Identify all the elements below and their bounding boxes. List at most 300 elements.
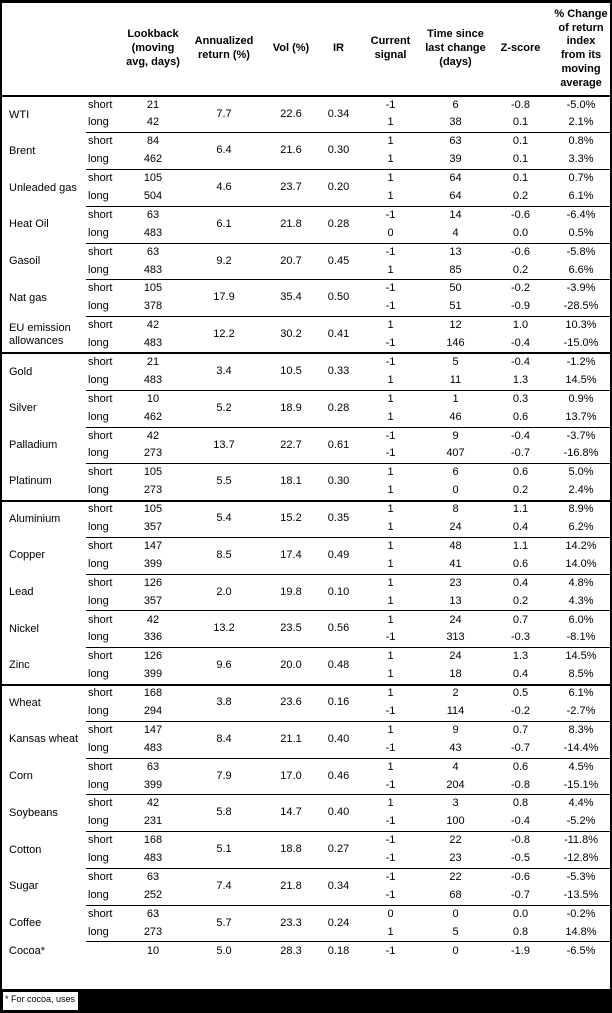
cell-time-since-change: 85 bbox=[449, 263, 462, 276]
cell-annualized-return: 5.1 bbox=[184, 832, 264, 869]
cell-current-signal: 1 bbox=[359, 390, 422, 408]
cell-time-since-change: 22 bbox=[422, 832, 489, 850]
cell-lookback: 399 bbox=[143, 557, 163, 570]
cell-lookback: 84 bbox=[122, 133, 184, 151]
commodity-name: Wheat bbox=[2, 685, 86, 722]
cell-current-signal: -1 bbox=[385, 741, 396, 754]
cell-time-since-change: 64 bbox=[449, 190, 462, 203]
commodity-row bbox=[2, 537, 610, 555]
cell-lookback: 105 bbox=[122, 280, 184, 298]
header-ir: IR bbox=[318, 3, 359, 96]
cell-pct-change: -5.8% bbox=[552, 243, 610, 261]
commodity-name: WTI bbox=[9, 108, 30, 121]
commodity-row bbox=[2, 685, 610, 703]
cell-lookback: 168 bbox=[122, 832, 184, 850]
cell-z-score: -0.2 bbox=[511, 704, 530, 717]
cell-pct-change: 0.7% bbox=[552, 170, 610, 188]
cell-z-score: -1.9 bbox=[489, 942, 552, 960]
cell-time-since-change: 13 bbox=[449, 594, 462, 607]
cell-pct-change: -14.4% bbox=[563, 741, 599, 754]
cell-pct-change: -8.1% bbox=[566, 631, 596, 644]
commodity-name: Sugar bbox=[9, 880, 39, 893]
cell-time-since-change: 24 bbox=[449, 521, 462, 534]
cell-pct-change: -2.7% bbox=[566, 704, 596, 717]
cell-lookback: 462 bbox=[143, 153, 163, 166]
header-row bbox=[2, 3, 610, 96]
cell-z-score: 0.4 bbox=[512, 521, 529, 534]
cell-lookback: 63 bbox=[122, 905, 184, 923]
cell-time-since-change: 22 bbox=[422, 868, 489, 886]
cell-leg-label: short bbox=[86, 390, 122, 408]
commodity-name: Palladium bbox=[9, 439, 58, 452]
cell-current-signal: 1 bbox=[359, 795, 422, 813]
cell-vol: 30.2 bbox=[264, 317, 318, 354]
cell-leg-label: short bbox=[86, 464, 122, 482]
cell-annualized-return: 17.9 bbox=[184, 280, 264, 317]
cell-lookback: 483 bbox=[143, 741, 163, 754]
cell-current-signal: -1 bbox=[385, 98, 396, 111]
commodity-name: Nickel bbox=[9, 623, 39, 635]
cell-pct-change: -15.1% bbox=[563, 778, 599, 791]
cell-annualized-return: 5.7 bbox=[184, 905, 264, 942]
cell-pct-change: -15.0% bbox=[563, 336, 599, 349]
cell-leg-label: short bbox=[86, 795, 122, 813]
cell-z-score: 0.2 bbox=[512, 190, 529, 203]
cell-lookback: 483 bbox=[143, 373, 163, 386]
cell-lookback: 399 bbox=[143, 778, 163, 791]
cell-z-score: 0.6 bbox=[489, 758, 552, 776]
cell-pct-change: -28.5% bbox=[563, 300, 599, 313]
commodity-row bbox=[2, 353, 610, 371]
cell-ir: 0.61 bbox=[318, 427, 359, 464]
cell-vol: 23.7 bbox=[264, 170, 318, 207]
cell-annualized-return: 5.5 bbox=[184, 464, 264, 501]
cell-current-signal: 1 bbox=[387, 484, 394, 497]
cell-annualized-return: 5.2 bbox=[184, 390, 264, 427]
cell-z-score: -0.8 bbox=[489, 832, 552, 850]
cell-time-since-change: 24 bbox=[422, 611, 489, 629]
cell-pct-change: 0.8% bbox=[552, 133, 610, 151]
cell-annualized-return: 2.0 bbox=[184, 574, 264, 611]
commodity-row bbox=[2, 574, 610, 592]
cell-z-score: 0.6 bbox=[489, 464, 552, 482]
cell-current-signal: 1 bbox=[359, 648, 422, 666]
cell-vol: 22.7 bbox=[264, 427, 318, 464]
cell-z-score: 0.6 bbox=[512, 410, 529, 423]
cell-vol: 21.6 bbox=[264, 133, 318, 170]
cell-z-score: 0.0 bbox=[512, 226, 529, 239]
commodity-row bbox=[2, 832, 610, 850]
cell-current-signal: 1 bbox=[387, 521, 394, 534]
cell-ir: 0.16 bbox=[318, 685, 359, 722]
cell-annualized-return: 5.0 bbox=[184, 942, 264, 960]
cell-annualized-return: 13.2 bbox=[184, 611, 264, 648]
cell-z-score: 0.2 bbox=[512, 594, 529, 607]
cell-vol: 21.8 bbox=[264, 206, 318, 243]
cell-current-signal: 1 bbox=[387, 116, 394, 129]
cell-ir: 0.46 bbox=[318, 758, 359, 795]
cell-time-since-change: 8 bbox=[422, 501, 489, 519]
cell-lookback: 357 bbox=[143, 521, 163, 534]
header-pct-change: % Change of return index from its moving average bbox=[552, 3, 610, 96]
cell-lookback: 294 bbox=[143, 704, 163, 717]
cell-z-score: -0.7 bbox=[511, 447, 530, 460]
cell-leg-label: short bbox=[86, 905, 122, 923]
cell-vol: 23.5 bbox=[264, 611, 318, 648]
cell-current-signal: -1 bbox=[385, 300, 396, 313]
header-time-since-last-change: Time since last change (days) bbox=[422, 3, 489, 96]
cell-vol: 14.7 bbox=[264, 795, 318, 832]
cell-current-signal: 1 bbox=[359, 611, 422, 629]
cell-leg-label: long bbox=[88, 925, 109, 938]
cell-pct-change: -13.5% bbox=[563, 888, 599, 901]
cell-z-score: 0.2 bbox=[512, 484, 529, 497]
cell-lookback: 63 bbox=[122, 243, 184, 261]
cell-time-since-change: 9 bbox=[422, 427, 489, 445]
cell-vol: 17.0 bbox=[264, 758, 318, 795]
cell-pct-change: 14.5% bbox=[552, 648, 610, 666]
cell-pct-change: 0.5% bbox=[568, 226, 594, 239]
cell-time-since-change: 43 bbox=[449, 741, 462, 754]
cell-pct-change: 4.3% bbox=[568, 594, 594, 607]
commodity-row bbox=[2, 206, 610, 224]
cell-pct-change: 6.6% bbox=[568, 263, 594, 276]
cell-leg-label: long bbox=[88, 373, 109, 386]
cell-time-since-change: 313 bbox=[446, 631, 465, 644]
cell-ir: 0.41 bbox=[318, 317, 359, 354]
cell-pct-change: -12.8% bbox=[563, 852, 599, 865]
cell-z-score: -0.4 bbox=[489, 427, 552, 445]
cell-time-since-change: 0 bbox=[452, 484, 459, 497]
cell-time-since-change: 23 bbox=[449, 852, 462, 865]
cell-z-score: -0.6 bbox=[489, 243, 552, 261]
cell-leg-label: long bbox=[88, 410, 109, 423]
commodity-row bbox=[2, 648, 610, 666]
cell-annualized-return: 8.5 bbox=[184, 537, 264, 574]
cell-annualized-return: 9.2 bbox=[184, 243, 264, 280]
cell-pct-change: 14.2% bbox=[552, 537, 610, 555]
cell-lookback: 147 bbox=[122, 537, 184, 555]
commodity-name: Lead bbox=[9, 586, 34, 599]
cell-lookback: 273 bbox=[143, 484, 163, 497]
cell-ir: 0.24 bbox=[318, 905, 359, 942]
cell-annualized-return: 7.7 bbox=[216, 107, 232, 120]
cell-ir: 0.45 bbox=[318, 243, 359, 280]
cell-current-signal: -1 bbox=[359, 353, 422, 371]
cell-vol: 21.1 bbox=[264, 721, 318, 758]
cell-vol: 10.5 bbox=[264, 353, 318, 390]
cell-lookback: 42 bbox=[122, 427, 184, 445]
cell-current-signal: -1 bbox=[385, 815, 396, 828]
commodity-name: Soybeans bbox=[9, 806, 58, 819]
header-vol: Vol (%) bbox=[264, 3, 318, 96]
commodity-name: Copper bbox=[9, 549, 46, 562]
cell-lookback: 504 bbox=[143, 190, 163, 203]
cell-z-score: 0.1 bbox=[512, 153, 529, 166]
cell-leg-label: long bbox=[88, 594, 109, 607]
cell-pct-change: 6.1% bbox=[552, 685, 610, 703]
cell-leg-label: long bbox=[88, 521, 109, 534]
cell-time-since-change: 4 bbox=[452, 226, 459, 239]
cell-current-signal: -1 bbox=[385, 852, 396, 865]
cell-z-score: -0.3 bbox=[511, 631, 530, 644]
cell-current-signal: 1 bbox=[359, 464, 422, 482]
cell-lookback: 63 bbox=[122, 206, 184, 224]
cell-annualized-return: 7.4 bbox=[184, 868, 264, 905]
cell-pct-change: 14.5% bbox=[565, 373, 597, 386]
cell-current-signal: -1 bbox=[385, 336, 396, 349]
cell-current-signal: 1 bbox=[359, 685, 422, 703]
commodity-row bbox=[2, 464, 610, 482]
cell-current-signal: 1 bbox=[359, 758, 422, 776]
cell-pct-change: 8.3% bbox=[552, 721, 610, 739]
cell-leg-label: short bbox=[86, 758, 122, 776]
cell-z-score: 1.1 bbox=[489, 537, 552, 555]
cell-current-signal: 1 bbox=[387, 667, 394, 680]
cell-current-signal: -1 bbox=[385, 888, 396, 901]
table-body bbox=[2, 96, 610, 960]
cell-z-score: 0.0 bbox=[489, 905, 552, 923]
cell-pct-change: 3.3% bbox=[568, 153, 594, 166]
cell-current-signal: 1 bbox=[387, 594, 394, 607]
cell-vol: 18.9 bbox=[264, 390, 318, 427]
commodity-row bbox=[2, 390, 610, 408]
cell-annualized-return: 5.8 bbox=[184, 795, 264, 832]
cell-time-since-change: 41 bbox=[449, 557, 462, 570]
cell-z-score: 1.3 bbox=[512, 373, 529, 386]
cell-z-score: -0.8 bbox=[511, 778, 530, 791]
cell-time-since-change: 18 bbox=[449, 667, 462, 680]
cell-lookback: 378 bbox=[143, 300, 163, 313]
cell-lookback: 63 bbox=[122, 758, 184, 776]
cell-vol: 35.4 bbox=[264, 280, 318, 317]
cell-lookback: 105 bbox=[122, 464, 184, 482]
cell-time-since-change: 12 bbox=[422, 317, 489, 335]
commodity-row bbox=[2, 905, 610, 923]
cell-leg-label: long bbox=[88, 484, 109, 497]
cell-pct-change: -6.4% bbox=[552, 206, 610, 224]
cell-z-score: -0.4 bbox=[489, 353, 552, 371]
cell-z-score: -0.4 bbox=[511, 815, 530, 828]
cell-lookback: 483 bbox=[143, 226, 163, 239]
commodity-row bbox=[2, 243, 610, 261]
header-current-signal: Current signal bbox=[359, 3, 422, 96]
cell-leg-label: long bbox=[88, 667, 109, 680]
cell-lookback: 21 bbox=[146, 98, 160, 111]
cell-z-score: 0.5 bbox=[489, 685, 552, 703]
cell-time-since-change: 6 bbox=[452, 98, 459, 111]
cell-pct-change: 4.5% bbox=[552, 758, 610, 776]
cell-time-since-change: 407 bbox=[446, 447, 465, 460]
cell-pct-change: 4.4% bbox=[552, 795, 610, 813]
cell-time-since-change: 6 bbox=[422, 464, 489, 482]
commodity-row bbox=[2, 133, 610, 151]
commodity-name: Kansas wheat bbox=[9, 733, 79, 746]
cell-time-since-change: 68 bbox=[449, 888, 462, 901]
header-commodity bbox=[2, 3, 86, 96]
cell-leg-label: long bbox=[88, 300, 109, 313]
cell-z-score: 0.1 bbox=[489, 133, 552, 151]
cell-z-score: -0.5 bbox=[511, 852, 530, 865]
cell-ir: 0.27 bbox=[318, 832, 359, 869]
cell-lookback: 21 bbox=[122, 353, 184, 371]
cell-vol: 18.8 bbox=[264, 832, 318, 869]
cell-current-signal: -1 bbox=[359, 832, 422, 850]
cell-leg-label: short bbox=[86, 170, 122, 188]
cell-z-score: 0.7 bbox=[489, 611, 552, 629]
cell-annualized-return: 13.7 bbox=[184, 427, 264, 464]
commodity-row bbox=[2, 611, 610, 629]
cell-ir: 0.18 bbox=[318, 942, 359, 960]
cell-time-since-change: 9 bbox=[422, 721, 489, 739]
commodity-signals-table bbox=[2, 3, 610, 960]
cell-ir: 0.40 bbox=[318, 795, 359, 832]
cell-pct-change: 0.9% bbox=[552, 390, 610, 408]
cell-time-since-change: 0 bbox=[422, 942, 489, 960]
cell-vol: 20.7 bbox=[264, 243, 318, 280]
cell-leg-label: short bbox=[86, 611, 122, 629]
cell-ir: 0.34 bbox=[318, 868, 359, 905]
header-annualized-return: Annualized return (%) bbox=[184, 3, 264, 96]
cell-current-signal: 1 bbox=[359, 537, 422, 555]
cell-leg-label: long bbox=[88, 153, 109, 166]
cell-leg-label: short bbox=[86, 537, 122, 555]
cell-z-score: 0.8 bbox=[489, 795, 552, 813]
cell-z-score: 1.3 bbox=[489, 648, 552, 666]
cell-z-score: -0.9 bbox=[511, 300, 530, 313]
cell-time-since-change: 114 bbox=[446, 704, 465, 717]
cell-z-score: 0.4 bbox=[489, 574, 552, 592]
cell-time-since-change: 63 bbox=[422, 133, 489, 151]
cell-vol: 19.8 bbox=[264, 574, 318, 611]
commodity-name: Platinum bbox=[9, 475, 52, 488]
cell-leg-label: short bbox=[86, 427, 122, 445]
cell-vol: 17.4 bbox=[264, 537, 318, 574]
cell-z-score: 0.4 bbox=[512, 667, 529, 680]
cell-time-since-change: 64 bbox=[422, 170, 489, 188]
commodity-row bbox=[2, 427, 610, 445]
cell-vol: 23.3 bbox=[264, 905, 318, 942]
commodity-name: Cocoa* bbox=[9, 944, 46, 957]
cell-current-signal: 1 bbox=[387, 410, 394, 423]
cell-leg-label: short bbox=[86, 280, 122, 298]
cell-current-signal: 1 bbox=[387, 925, 394, 938]
cell-annualized-return: 8.4 bbox=[184, 721, 264, 758]
cell-leg-label: long bbox=[88, 263, 109, 276]
cell-vol: 28.3 bbox=[264, 942, 318, 960]
cell-pct-change: -5.0% bbox=[566, 98, 596, 111]
cell-pct-change: -3.7% bbox=[552, 427, 610, 445]
cell-z-score: -0.2 bbox=[489, 280, 552, 298]
commodity-name: Corn bbox=[9, 770, 33, 783]
cell-current-signal: 1 bbox=[359, 133, 422, 151]
cell-lookback: 168 bbox=[122, 685, 184, 703]
cell-current-signal: 1 bbox=[359, 501, 422, 519]
cell-pct-change: -3.9% bbox=[552, 280, 610, 298]
commodity-name: Brent bbox=[9, 144, 36, 157]
cell-z-score: 0.3 bbox=[489, 390, 552, 408]
cell-current-signal: 1 bbox=[359, 721, 422, 739]
footnote-redaction-block bbox=[79, 992, 610, 1011]
cell-z-score: 0.1 bbox=[512, 116, 529, 129]
cell-leg-label: short bbox=[86, 317, 122, 335]
cell-annualized-return: 6.1 bbox=[184, 206, 264, 243]
cell-current-signal: 1 bbox=[359, 317, 422, 335]
cell-lookback: 273 bbox=[143, 925, 163, 938]
cell-pct-change: -5.3% bbox=[552, 868, 610, 886]
cell-current-signal: -1 bbox=[385, 704, 396, 717]
cell-pct-change: -16.8% bbox=[563, 447, 599, 460]
cell-leg-label: long bbox=[88, 631, 109, 644]
cell-leg-label: short bbox=[86, 574, 122, 592]
cell-z-score: -0.4 bbox=[511, 336, 530, 349]
cell-time-since-change: 0 bbox=[422, 905, 489, 923]
cell-annualized-return: 6.4 bbox=[184, 133, 264, 170]
cell-time-since-change: 48 bbox=[422, 537, 489, 555]
commodity-row bbox=[2, 868, 610, 886]
cell-current-signal: -1 bbox=[359, 868, 422, 886]
cell-time-since-change: 24 bbox=[422, 648, 489, 666]
commodity-row bbox=[2, 501, 610, 519]
cell-lookback: 231 bbox=[143, 815, 163, 828]
cell-z-score: -0.8 bbox=[511, 98, 530, 111]
cell-lookback: 399 bbox=[143, 667, 163, 680]
cell-current-signal: 1 bbox=[387, 153, 394, 166]
cell-leg-label: short bbox=[86, 206, 122, 224]
cell-leg-label: long bbox=[88, 116, 109, 129]
cell-current-signal: 1 bbox=[359, 574, 422, 592]
cell-pct-change: 14.8% bbox=[565, 925, 597, 938]
cell-time-since-change: 51 bbox=[449, 300, 462, 313]
cell-ir: 0.35 bbox=[318, 501, 359, 538]
commodity-name: EU emission allowances bbox=[9, 321, 71, 347]
cell-leg-label: long bbox=[88, 741, 109, 754]
cell-ir: 0.56 bbox=[318, 611, 359, 648]
cell-annualized-return: 12.2 bbox=[184, 317, 264, 354]
cell-pct-change: 6.1% bbox=[568, 190, 594, 203]
cell-current-signal: 0 bbox=[359, 905, 422, 923]
cell-z-score: 1.1 bbox=[489, 501, 552, 519]
cell-leg-label: long bbox=[88, 815, 109, 828]
cell-time-since-change: 1 bbox=[422, 390, 489, 408]
commodity-row bbox=[2, 795, 610, 813]
cell-time-since-change: 2 bbox=[422, 685, 489, 703]
commodity-name: Unleaded gas bbox=[9, 181, 77, 194]
cell-pct-change: -1.2% bbox=[552, 353, 610, 371]
cell-lookback: 105 bbox=[122, 501, 184, 519]
cell-time-since-change: 11 bbox=[449, 373, 462, 386]
cell-current-signal: -1 bbox=[359, 206, 422, 224]
cell-lookback: 336 bbox=[143, 631, 163, 644]
cell-lookback: 42 bbox=[122, 317, 184, 335]
cell-current-signal: -1 bbox=[385, 631, 396, 644]
cell-leg-label: long bbox=[88, 778, 109, 791]
cell-time-since-change: 100 bbox=[446, 815, 465, 828]
cell-leg-label: long bbox=[88, 336, 109, 349]
cell-leg-label: short bbox=[86, 243, 122, 261]
cell-lookback: 126 bbox=[122, 648, 184, 666]
cell-pct-change: 8.9% bbox=[552, 501, 610, 519]
cell-z-score: 0.1 bbox=[489, 170, 552, 188]
cell-leg-label: long bbox=[88, 852, 109, 865]
cell-lookback: 483 bbox=[143, 263, 163, 276]
cell-lookback: 10 bbox=[122, 390, 184, 408]
commodity-name: Cotton bbox=[9, 843, 42, 856]
cell-annualized-return: 3.4 bbox=[184, 353, 264, 390]
cell-current-signal: -1 bbox=[385, 778, 396, 791]
commodity-name: Silver bbox=[9, 402, 37, 415]
cell-time-since-change: 5 bbox=[422, 353, 489, 371]
